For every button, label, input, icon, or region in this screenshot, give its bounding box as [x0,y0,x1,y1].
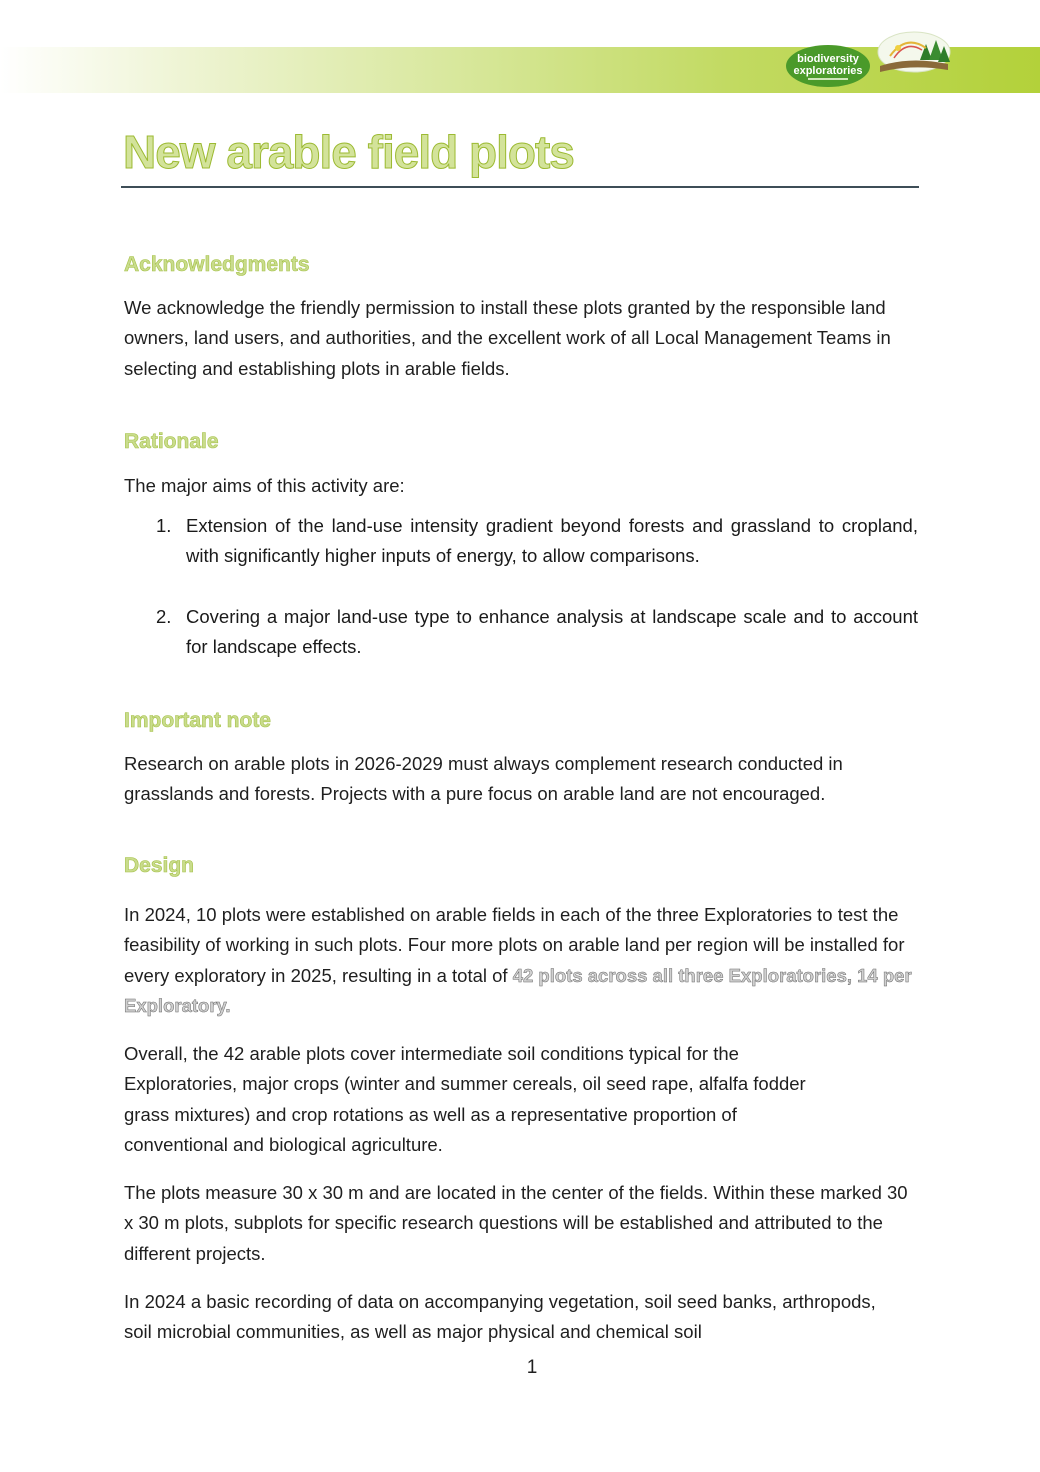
important-note-text: Research on arable plots in 2026-2029 must always complement research conducted in grasslands and forests. Projects with a pure focus on arable land are not encouraged. [124,753,843,805]
design-paragraph-2: Overall, the 42 arable plots cover intermediate soil conditions typical for the Exploratories, major crops (winter and summer cereals, oil seed rape, alfalfa fodder grass mixtures) and crop rotations as well as a representative proportion of conventional and biological agriculture. [124,1043,806,1155]
design-heading: Design [124,854,195,877]
acknowledgments-text: We acknowledge the friendly permission to install these plots granted by the responsible land owners, land users, and authorities, and the excellent work of all Local Management Teams in selecting and establishing plots in arable fields. [124,297,891,379]
page-title: New arable field plots [123,126,574,178]
logo-graphic [786,30,952,90]
design-paragraph-4: In 2024 a basic recording of data on accompanying vegetation, soil seed banks, arthropods, soil microbial communities, as well as major physical and chemical soil [124,1291,876,1343]
rationale-heading: Rationale [124,430,219,453]
list-item-number: 2. [156,606,172,627]
page-number: 1 [526,1357,538,1378]
biodiversity-exploratories-logo [786,30,952,90]
logo-text-line2: exploratories [793,65,863,77]
list-item-text: Covering a major land-use type to enhance analysis at landscape scale and to account for landscape effects. [186,606,918,658]
rationale-intro: The major aims of this activity are: [124,475,405,496]
important-note-heading: Important note [124,709,271,732]
logo-text-line1: biodiversity [797,53,859,65]
list-item-number: 1. [156,515,172,536]
list-item-text: Extension of the land-use intensity gradient beyond forests and grassland to cropland, with significantly higher inputs of energy, to allow comparisons. [186,515,918,567]
design-plot-count-emphasis: 42 plots across all three Exploratories, 14 per Exploratory. [124,964,912,1016]
design-paragraph-1 [124,900,919,1021]
title-divider [121,186,919,188]
design-paragraph-1-lead: In 2024, 10 plots were established on arable fields in each of the three Exploratories to test the feasibility of working in such plots. Four more plots on arable land per region will be installed for every exploratory in 2025, resulting in a total of [124,904,905,986]
design-paragraph-3: The plots measure 30 x 30 m and are located in the center of the fields. Within these marked 30 x 30 m plots, subplots for specific research questions will be established and attributed to the different projects. [124,1182,908,1264]
acknowledgments-heading: Acknowledgments [124,253,310,276]
